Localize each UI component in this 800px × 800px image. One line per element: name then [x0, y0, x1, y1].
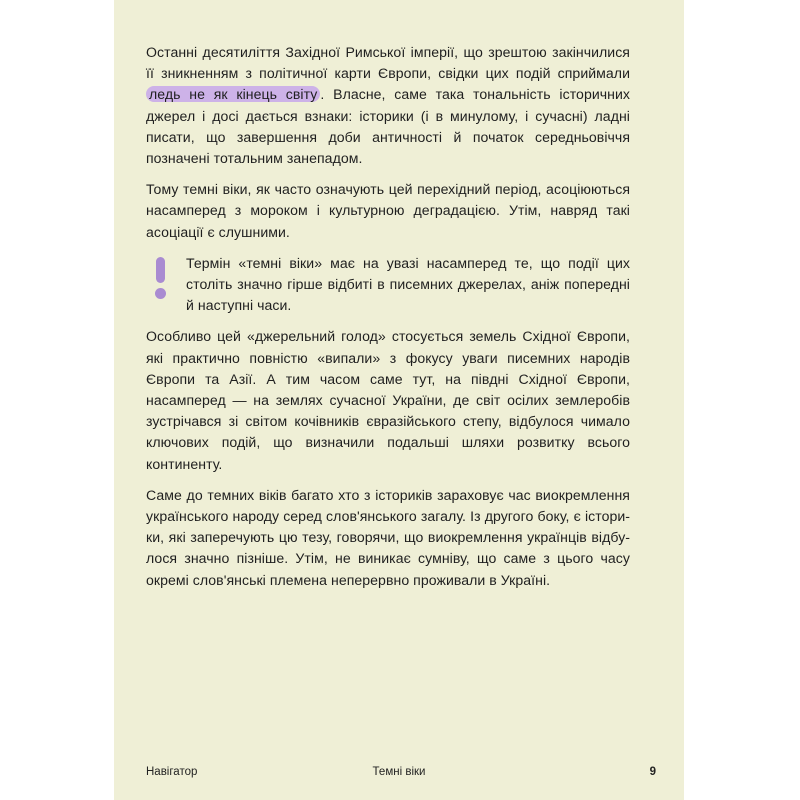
footer-chapter-title: Темні віки [372, 766, 426, 778]
paragraph-2: Тому темні віки, як часто означують цей перехідний період, асоціюються насамперед з мороком і культурною деградацією. Утім, навряд такі асоціації є слушними. [146, 181, 630, 240]
paragraph-1 [146, 42, 630, 169]
exclamation-icon [153, 257, 167, 301]
body-text [146, 42, 630, 601]
footer-book-title: Навігатор [146, 766, 198, 778]
paragraph-1-end: . Власне, саме така тональність історичних джерел і досі дається взнаки: історики (і в минулому, і сучасні) ладні писати, що завершення доби античності й початок середньовіччя позначені тотальним занепадом. [146, 86, 631, 167]
page-number: 9 [649, 766, 656, 778]
book-page [114, 0, 684, 800]
note-text: Термін «темні віки» має на увазі насамперед те, що події цих століть значно гірше відбиті в писемних джерелах, аніж попередні й наступні часи. [186, 254, 630, 314]
highlighted-phrase: ледь не як кінець світу [146, 86, 320, 102]
paragraph-4: Саме до темних віків багато хто з істориків зараховує час виокремлення українського народу серед слов'янського загалу. Із другого боку, є історики, які заперечують цю тезу, говорячи, що виокремлення українців відбулося значно пізніше. Утім, не виникає сумніву, що саме з цього часу окремі слов'янські племена неперервно проживали в Україні. [146, 486, 630, 588]
paragraph-1-start: Останні десятиліття Західної Римської імперії, що зрештою закінчилися її зникненням з політичної карти Європи, свідки цих подій сприймали [146, 44, 630, 82]
note-callout [146, 253, 630, 317]
paragraph-3: Особливо цей «джерельний голод» стосується земель Східної Європи, які практично повністю «випали» з фокусу уваги писемних народів Європи та Азії. А тим часом саме тут, на півдні Східної Європи, насамперед — на землях сучасної України, де світ осілих землеробів зустрічався зі світом кочівників євразійського степу, відбулося чимало ключових подій, що визначили подальші шляхи розвитку всього континенту. [146, 328, 630, 472]
